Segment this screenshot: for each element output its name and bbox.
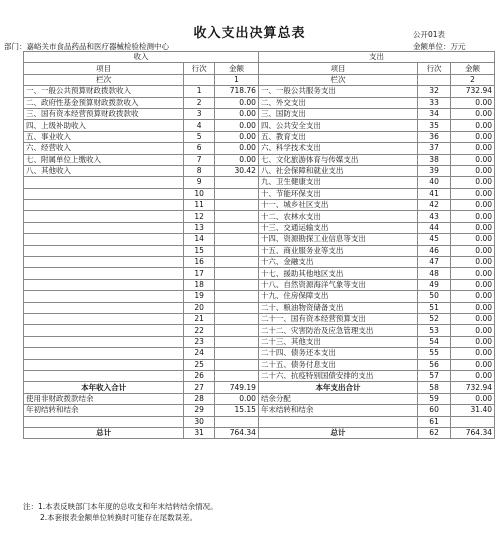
income-item [24, 291, 184, 302]
table-row [24, 370, 495, 381]
table-row [24, 291, 495, 302]
expense-amount: 0.00 [451, 143, 495, 154]
income-item [24, 200, 184, 211]
expense-row-no: 59 [418, 393, 451, 404]
table-row [24, 268, 495, 279]
expense-amount: 0.00 [451, 313, 495, 324]
income-row-no: 3 [184, 108, 215, 119]
expense-item: 六、科学技术支出 [258, 143, 417, 154]
income-amount: 30.42 [215, 165, 259, 176]
expense-item: 四、公共安全支出 [258, 120, 417, 131]
expense-amount: 0.00 [451, 108, 495, 119]
expense-item: 十八、自然资源海洋气象等支出 [258, 279, 417, 290]
table-row [24, 313, 495, 324]
total-year-row [24, 382, 495, 393]
income-amount [215, 291, 259, 302]
income-row-no: 24 [184, 348, 215, 359]
income-row-no: 8 [184, 165, 215, 176]
expense-item: 十五、商业服务业等支出 [258, 245, 417, 256]
expense-row-blank [418, 74, 451, 85]
expense-amount: 0.00 [451, 279, 495, 290]
expense-row-no: 50 [418, 291, 451, 302]
expense-amount: 0.00 [451, 120, 495, 131]
department-label: 部门：嘉峪关市食品药品和医疗器械检验检测中心 [4, 42, 169, 51]
income-item [24, 211, 184, 222]
table-row [24, 359, 495, 370]
income-item: 七、附属单位上缴收入 [24, 154, 184, 165]
income-item: 五、事业收入 [24, 131, 184, 142]
income-item [24, 222, 184, 233]
income-row-no: 15 [184, 245, 215, 256]
income-expense-table [23, 51, 495, 439]
income-item [24, 416, 184, 427]
section-header-row [24, 52, 495, 63]
table-row [24, 257, 495, 268]
total-expense-row: 58 [418, 382, 451, 393]
footnotes [23, 501, 218, 523]
expense-row-no: 47 [418, 257, 451, 268]
expense-row-no: 39 [418, 165, 451, 176]
expense-amount-header: 金额 [451, 63, 495, 74]
expense-row-no: 45 [418, 234, 451, 245]
income-item: 三、国有资本经营预算财政拨款收 [24, 108, 184, 119]
expense-item: 十三、交通运输支出 [258, 222, 417, 233]
expense-row-no: 46 [418, 245, 451, 256]
expense-amount: 0.00 [451, 325, 495, 336]
income-row-no: 10 [184, 188, 215, 199]
expense-item: 五、教育支出 [258, 131, 417, 142]
expense-item: 十二、农林水支出 [258, 211, 417, 222]
income-item: 使用非财政拨款结余 [24, 393, 184, 404]
income-amount [215, 200, 259, 211]
expense-item: 二十、粮油物资储备支出 [258, 302, 417, 313]
expense-amount: 0.00 [451, 211, 495, 222]
table-row [24, 200, 495, 211]
table-row [24, 279, 495, 290]
income-row-no: 9 [184, 177, 215, 188]
table-row [24, 348, 495, 359]
income-row-no: 5 [184, 131, 215, 142]
expense-amount: 0.00 [451, 177, 495, 188]
income-row-no: 18 [184, 279, 215, 290]
table-row [24, 416, 495, 427]
table-row [24, 393, 495, 404]
grand-total-income-row: 31 [184, 427, 215, 438]
expense-row-no: 41 [418, 188, 451, 199]
expense-amount: 31.40 [451, 405, 495, 416]
expense-item: 结余分配 [258, 393, 417, 404]
expense-amount: 0.00 [451, 154, 495, 165]
table-row [24, 108, 495, 119]
income-row-no: 26 [184, 370, 215, 381]
income-row-no: 22 [184, 325, 215, 336]
expense-row-no: 54 [418, 336, 451, 347]
income-amount [215, 313, 259, 324]
expense-row-no: 42 [418, 200, 451, 211]
expense-amount: 0.00 [451, 222, 495, 233]
footnote-1: 注：1.本表反映部门本年度的总收支和年末结转结余情况。 [23, 502, 218, 511]
income-item [24, 325, 184, 336]
income-item [24, 302, 184, 313]
income-amount [215, 279, 259, 290]
expense-amount: 0.00 [451, 393, 495, 404]
expense-item: 十六、金融支出 [258, 257, 417, 268]
total-expense-amount: 732.94 [451, 382, 495, 393]
income-amount [215, 234, 259, 245]
expense-row-no: 56 [418, 359, 451, 370]
income-amount [215, 370, 259, 381]
expense-amount: 0.00 [451, 188, 495, 199]
expense-amount: 0.00 [451, 291, 495, 302]
income-amount: 0.00 [215, 143, 259, 154]
income-item [24, 268, 184, 279]
income-row-blank [184, 74, 215, 85]
expense-amount: 0.00 [451, 370, 495, 381]
grand-total-row [24, 427, 495, 438]
income-item: 一、一般公共预算财政拨款收入 [24, 86, 184, 97]
income-row-no: 16 [184, 257, 215, 268]
income-amount [215, 325, 259, 336]
income-row-no: 12 [184, 211, 215, 222]
expense-item: 十七、援助其他地区支出 [258, 268, 417, 279]
table-row [24, 188, 495, 199]
expense-row-no: 61 [418, 416, 451, 427]
expense-item: 十、节能环保支出 [258, 188, 417, 199]
income-amount [215, 348, 259, 359]
page-title: 收入支出决算总表 [193, 26, 306, 41]
income-amount: 718.76 [215, 86, 259, 97]
table-row [24, 97, 495, 108]
footnote-2: 2.本套报表金额单位转换时可能存在尾数误差。 [40, 513, 198, 522]
income-row-no: 21 [184, 313, 215, 324]
expense-item: 二十三、其他支出 [258, 336, 417, 347]
expense-amount: 0.00 [451, 234, 495, 245]
income-amount: 0.00 [215, 131, 259, 142]
income-item [24, 177, 184, 188]
expense-row-no: 36 [418, 131, 451, 142]
expense-column-number: 2 [451, 74, 495, 85]
table-row [24, 222, 495, 233]
expense-item: 二十四、债务还本支出 [258, 348, 417, 359]
expense-row-no: 52 [418, 313, 451, 324]
income-row-no: 20 [184, 302, 215, 313]
expense-row-no: 43 [418, 211, 451, 222]
income-column-number: 1 [215, 74, 259, 85]
income-amount [215, 188, 259, 199]
total-income-row: 27 [184, 382, 215, 393]
expense-row-no: 44 [418, 222, 451, 233]
income-amount [215, 268, 259, 279]
income-item [24, 370, 184, 381]
income-amount [215, 257, 259, 268]
income-row-no: 30 [184, 416, 215, 427]
expense-amount [451, 416, 495, 427]
expense-item: 二十二、灾害防治及应急管理支出 [258, 325, 417, 336]
income-section-header: 收入 [24, 52, 259, 63]
expense-amount: 0.00 [451, 336, 495, 347]
income-row-no: 19 [184, 291, 215, 302]
expense-row-no: 35 [418, 120, 451, 131]
income-amount [215, 416, 259, 427]
form-code: 公开01表 [413, 30, 446, 39]
income-amount: 0.00 [215, 97, 259, 108]
income-amount: 0.00 [215, 154, 259, 165]
expense-item: 二、外交支出 [258, 97, 417, 108]
income-item [24, 313, 184, 324]
grand-total-expense-label: 总计 [258, 427, 417, 438]
column-header-row [24, 63, 495, 74]
table-row [24, 86, 495, 97]
expense-amount: 0.00 [451, 97, 495, 108]
expense-row-no: 40 [418, 177, 451, 188]
income-item [24, 257, 184, 268]
income-amount: 15.15 [215, 405, 259, 416]
expense-item [258, 416, 417, 427]
expense-amount: 0.00 [451, 131, 495, 142]
table-row [24, 302, 495, 313]
expense-row-no: 48 [418, 268, 451, 279]
expense-item: 十一、城乡社区支出 [258, 200, 417, 211]
income-item: 八、其他收入 [24, 165, 184, 176]
table-row [24, 405, 495, 416]
expense-row-no: 60 [418, 405, 451, 416]
expense-row-header: 行次 [418, 63, 451, 74]
expense-row-no: 32 [418, 86, 451, 97]
income-row-no: 11 [184, 200, 215, 211]
table-row [24, 245, 495, 256]
table-row [24, 234, 495, 245]
expense-item: 九、卫生健康支出 [258, 177, 417, 188]
income-item-header: 项目 [24, 63, 184, 74]
income-row-no: 6 [184, 143, 215, 154]
expense-item-header: 项目 [258, 63, 417, 74]
income-item [24, 234, 184, 245]
expense-amount: 0.00 [451, 359, 495, 370]
income-row-no: 29 [184, 405, 215, 416]
income-amount: 0.00 [215, 120, 259, 131]
income-item: 六、经营收入 [24, 143, 184, 154]
income-row-no: 17 [184, 268, 215, 279]
income-amount [215, 211, 259, 222]
income-row-header: 行次 [184, 63, 215, 74]
grand-total-income-label: 总计 [24, 427, 184, 438]
table-row [24, 165, 495, 176]
income-amount: 0.00 [215, 393, 259, 404]
table-row [24, 336, 495, 347]
expense-row-no: 51 [418, 302, 451, 313]
expense-amount: 732.94 [451, 86, 495, 97]
table-row [24, 325, 495, 336]
expense-item: 二十一、国有资本经营预算支出 [258, 313, 417, 324]
income-item [24, 279, 184, 290]
income-row-no: 7 [184, 154, 215, 165]
income-row-no: 23 [184, 336, 215, 347]
total-income-amount: 749.19 [215, 382, 259, 393]
income-row-no: 14 [184, 234, 215, 245]
table-row [24, 211, 495, 222]
expense-column-label: 栏次 [258, 74, 417, 85]
total-expense-label: 本年支出合计 [258, 382, 417, 393]
income-item [24, 336, 184, 347]
expense-row-no: 57 [418, 370, 451, 381]
grand-total-income-amount: 764.34 [215, 427, 259, 438]
income-item [24, 359, 184, 370]
income-item [24, 188, 184, 199]
amount-unit: 金额单位：万元 [413, 42, 466, 51]
column-number-row [24, 74, 495, 85]
expense-row-no: 34 [418, 108, 451, 119]
expense-row-no: 49 [418, 279, 451, 290]
income-amount [215, 336, 259, 347]
grand-total-expense-row: 62 [418, 427, 451, 438]
income-row-no: 25 [184, 359, 215, 370]
income-amount [215, 302, 259, 313]
expense-row-no: 53 [418, 325, 451, 336]
expense-row-no: 38 [418, 154, 451, 165]
income-item [24, 348, 184, 359]
expense-amount: 0.00 [451, 245, 495, 256]
income-item [24, 245, 184, 256]
expense-row-no: 33 [418, 97, 451, 108]
expense-item: 十九、住房保障支出 [258, 291, 417, 302]
expense-row-no: 37 [418, 143, 451, 154]
expense-item: 一、一般公共服务支出 [258, 86, 417, 97]
expense-row-no: 55 [418, 348, 451, 359]
income-row-no: 28 [184, 393, 215, 404]
expense-amount: 0.00 [451, 302, 495, 313]
expense-item: 二十六、抗疫特别国债安排的支出 [258, 370, 417, 381]
expense-amount: 0.00 [451, 268, 495, 279]
income-amount: 0.00 [215, 108, 259, 119]
table-row [24, 120, 495, 131]
income-amount [215, 222, 259, 233]
income-row-no: 2 [184, 97, 215, 108]
expense-item: 二十五、债务付息支出 [258, 359, 417, 370]
income-item: 年初结转和结余 [24, 405, 184, 416]
expense-item: 八、社会保障和就业支出 [258, 165, 417, 176]
expense-item: 七、文化旅游体育与传媒支出 [258, 154, 417, 165]
total-income-label: 本年收入合计 [24, 382, 184, 393]
expense-item: 三、国防支出 [258, 108, 417, 119]
table-row [24, 177, 495, 188]
table-row [24, 143, 495, 154]
income-item: 二、政府性基金预算财政拨款收入 [24, 97, 184, 108]
income-column-label: 栏次 [24, 74, 184, 85]
table-row [24, 154, 495, 165]
expense-amount: 0.00 [451, 348, 495, 359]
expense-amount: 0.00 [451, 200, 495, 211]
table-row [24, 131, 495, 142]
expense-item: 十四、资源勘探工业信息等支出 [258, 234, 417, 245]
income-row-no: 13 [184, 222, 215, 233]
income-amount-header: 金额 [215, 63, 259, 74]
income-amount [215, 177, 259, 188]
income-row-no: 4 [184, 120, 215, 131]
income-amount [215, 359, 259, 370]
expense-amount: 0.00 [451, 257, 495, 268]
income-row-no: 1 [184, 86, 215, 97]
expense-item: 年末结转和结余 [258, 405, 417, 416]
grand-total-expense-amount: 764.34 [451, 427, 495, 438]
income-item: 四、上级补助收入 [24, 120, 184, 131]
expense-section-header: 支出 [258, 52, 494, 63]
income-amount [215, 245, 259, 256]
expense-amount: 0.00 [451, 165, 495, 176]
